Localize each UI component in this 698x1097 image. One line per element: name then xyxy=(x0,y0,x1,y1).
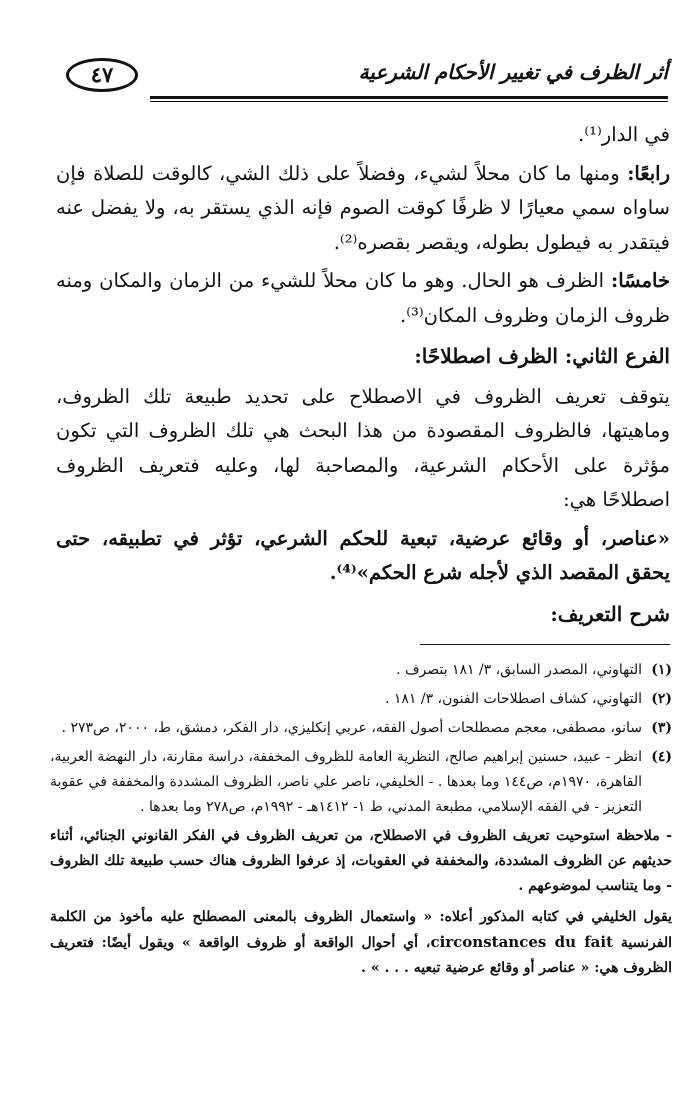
french-term: circonstances du fait xyxy=(430,933,614,951)
subsection-heading: شرح التعريف: xyxy=(550,601,670,626)
footnote-item xyxy=(50,716,672,741)
footnote-remark: - ملاحظة استوحيت تعريف الظروف في الاصطلاح، من تعريف الظروف في الفكر القانوني الجنائي، أثناء حديثهم عن الظروف المشددة، والمخففة في العقوبات، إذ عرفوا الظروف هناك حسب طبيعة تلك الظروف - وما يتناسب لموضوعهم . xyxy=(50,828,672,894)
footnote-number: (١) xyxy=(651,662,672,678)
paragraph-3 xyxy=(56,264,670,333)
footnote-quote xyxy=(50,905,672,981)
paragraph-4: يتوقف تعريف الظروف في الاصطلاح على تحديد طبيعة تلك الظروف، وماهيتها، فالظروف المقصودة من هذا البحث هي تلك الظروف التي تكون مؤثرة على الأحكام الشرعية، والمصاحبة لها، وعليه فتعريف الظروف اصطلاحًا هي: xyxy=(56,384,670,511)
running-title: أثر الظرف في تغيير الأحكام الشرعية xyxy=(358,60,668,84)
footnote-item xyxy=(50,658,672,683)
footnote-text: التهاوني، المصدر السابق، ٣/ ١٨١ بتصرف . xyxy=(396,662,642,678)
footnotes xyxy=(50,658,672,987)
footnote-text: انظر - عبيد، حسنين إبراهيم صالح، النظرية العامة للظروف المخففة، دراسة مقارنة، دار النهضة العربية، القاهرة، ١٩٧٠م، ص١٤٤ وما بعدها . - الخليفي، ناصر علي ناصر، الظروف المشددة والمخففة في عقوبة التعزيز - في الفقه الإسلامي، مطبعة المدني، ط ١- ١٤١٢هـ - ١٩٩٢م، ص٢٧٨ وما بعدها . xyxy=(50,749,642,815)
paragraph-2-text: ومنها ما كان محلاً لشيء، وفضلاً على ذلك الشي، كالوقت للصلاة فإن ساواه سمي معيارًا لا ظرفًا كوقت الصوم فإنه الذي يستقر به، ولا يفضل عنه فيتقدر به فيطول بطوله، ويقصر بقصره⁽²⁾. xyxy=(56,161,670,254)
section-heading: الفرع الثاني: الظرف اصطلاحًا: xyxy=(414,344,670,368)
footnote-quote-end: ، أي أحوال الواقعة أو ظروف الواقعة » ويقول أيضًا: فتعريف الظروف هي: « عناصر أو وقائع عرضية تبعيه . . . » . xyxy=(50,935,672,976)
page-header xyxy=(58,52,668,102)
paragraph-2 xyxy=(56,157,670,261)
paragraph-3-lead: خامسًا: xyxy=(611,269,671,292)
definition-quote: «عناصر، أو وقائع عرضية، تبعية للحكم الشرعي، تؤثر في تطبيقه، حتى يحقق المقصد الذي لأجله شرع الحكم»⁽⁴⁾. xyxy=(56,526,670,584)
footnote-text: التهاوني، كشاف اصطلاحات الفنون، ٣/ ١٨١ . xyxy=(384,691,642,707)
footnote-number: (٣) xyxy=(651,720,672,736)
footnote-item xyxy=(50,745,672,820)
footnote-separator xyxy=(420,644,670,645)
footnote-number: (٢) xyxy=(651,691,672,707)
footnote-text: سانو، مصطفى، معجم مصطلحات أصول الفقه، عربي إنكليزي، دار الفكر، دمشق، ط، ٢٠٠٠، ص٢٧٣ . xyxy=(61,720,642,736)
main-text xyxy=(56,118,670,637)
paragraph-1: في الدار⁽¹⁾. xyxy=(578,123,670,146)
paragraph-2-lead: رابعًا: xyxy=(627,161,671,185)
paragraph-3-text: الظرف هو الحال. وهو ما كان محلاً للشيء من الزمان والمكان ومنه ظروف الزمان وظروف المكان⁽³⁾. xyxy=(56,269,670,327)
page-number-badge: ٤٧ xyxy=(66,58,138,92)
footnote-quote-start: يقول الخليفي في كتابه المذكور أعلاه: « واستعمال الظروف بالمعنى المصطلح عليه مأخوذ من الكلمة الفرنسية xyxy=(50,909,672,951)
header-rule xyxy=(150,96,668,102)
footnote-number: (٤) xyxy=(651,749,672,765)
footnote-item xyxy=(50,687,672,712)
